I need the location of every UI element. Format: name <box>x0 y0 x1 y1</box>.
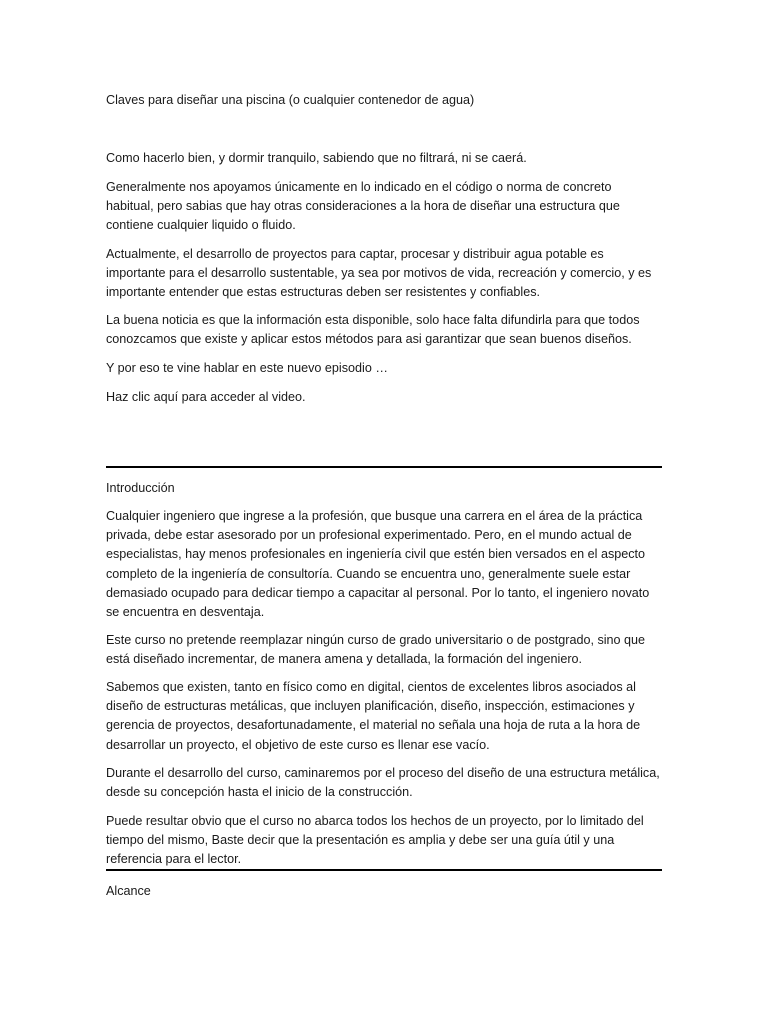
introduccion-paragraph-2: Este curso no pretende reemplazar ningún curso de grado universitario o de postgrado, sino que está diseñado incrementar, de manera amena y detallada, la formación del ingeniero. <box>106 633 646 667</box>
video-link-text: Haz clic aquí para acceder al video. <box>106 390 306 404</box>
section-divider-bottom <box>106 869 662 871</box>
intro-paragraph-2: Generalmente nos apoyamos únicamente en lo indicado en el código o norma de concreto habitual, pero sabias que hay otras consideraciones a la hora de diseñar una estructura que contiene cualquier liquido o fluido. <box>106 180 620 233</box>
intro-paragraph-3: Actualmente, el desarrollo de proyectos para captar, procesar y distribuir agua potable es importante para el desarrollo sustentable, ya sea por motivos de vida, recreación y comercio, y es importante entender que estas estructuras deben ser resistentes y confiables. <box>106 247 652 300</box>
introduccion-paragraph-3: Sabemos que existen, tanto en físico como en digital, cientos de excelentes libros asociados al diseño de estructuras metálicas, que incluyen planificación, diseño, inspección, estimaciones y gerencia de proyectos, desafortunadamente, el material no señala una hoja de ruta a la hora de desarrollar un proyecto, el objetivo de este curso es llenar ese vacío. <box>106 680 641 752</box>
intro-paragraph-1: Como hacerlo bien, y dormir tranquilo, sabiendo que no filtrará, ni se caerá. <box>106 151 527 165</box>
introduccion-paragraph-1: Cualquier ingeniero que ingrese a la profesión, que busque una carrera en el área de la práctica privada, debe estar asesorado por un profesional experimentado. Pero, en el mundo actual de especialistas, hay menos profesionales en ingeniería civil que estén bien versados en el aspecto completo de la ingeniería de consultoría. Cuando se encuentra uno, generalmente suele estar demasiado ocupado para dedicar tiempo a capacitar al personal. Por lo tanto, el ingeniero novato se encuentra en desventaja. <box>106 509 650 620</box>
document-title: Claves para diseñar una piscina (o cualquier contenedor de agua) <box>106 93 475 107</box>
intro-paragraph-4: La buena noticia es que la información esta disponible, solo hace falta difundirla para que todos conozcamos que existe y aplicar estos métodos para asi garantizar que sean buenos diseños. <box>106 313 640 347</box>
section-heading-alcance: Alcance <box>106 884 151 898</box>
section-divider-top <box>106 466 662 468</box>
introduccion-paragraph-4: Durante el desarrollo del curso, caminaremos por el proceso del diseño de una estructura metálica, desde su concepción hasta el inicio de la construcción. <box>106 766 660 800</box>
intro-paragraph-5: Y por eso te vine hablar en este nuevo episodio … <box>106 361 388 375</box>
section-heading-introduccion: Introducción <box>106 481 175 495</box>
introduccion-paragraph-5: Puede resultar obvio que el curso no abarca todos los hechos de un proyecto, por lo limitado del tiempo del mismo, Baste decir que la presentación es amplia y debe ser una guía útil y una referencia para el lector. <box>106 814 644 867</box>
